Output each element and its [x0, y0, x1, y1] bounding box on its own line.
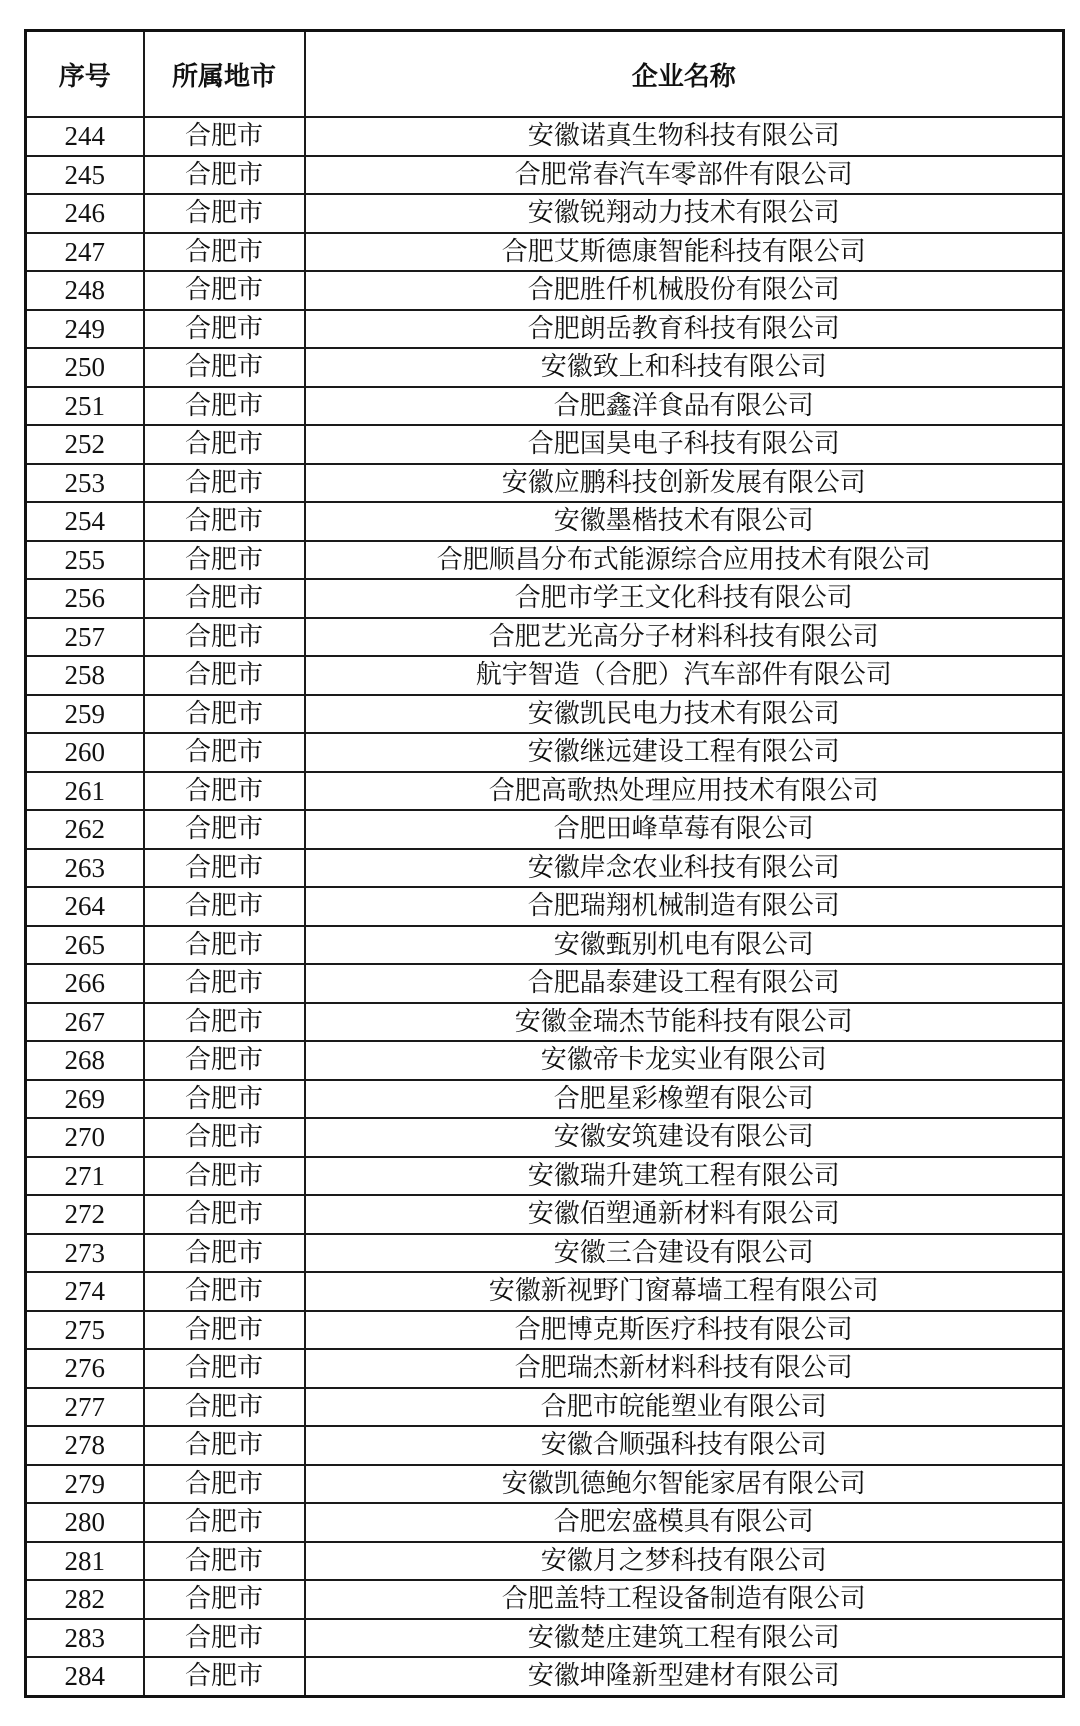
- table-row: [26, 849, 1064, 888]
- cell-seq: 257: [26, 618, 144, 657]
- table-row: [26, 1465, 1064, 1504]
- cell-city: 合肥市: [144, 1195, 305, 1234]
- table-row: [26, 964, 1064, 1003]
- cell-seq: 255: [26, 541, 144, 580]
- cell-company-name: 安徽甄别机电有限公司: [305, 926, 1064, 965]
- cell-company-name: 合肥星彩橡塑有限公司: [305, 1080, 1064, 1119]
- table-row: [26, 772, 1064, 811]
- cell-seq: 259: [26, 695, 144, 734]
- cell-company-name: 安徽墨楷技术有限公司: [305, 502, 1064, 541]
- table-row: [26, 233, 1064, 272]
- cell-seq: 283: [26, 1619, 144, 1658]
- table-row: [26, 156, 1064, 195]
- cell-city: 合肥市: [144, 233, 305, 272]
- cell-city: 合肥市: [144, 194, 305, 233]
- cell-company-name: 安徽安筑建设有限公司: [305, 1118, 1064, 1157]
- cell-city: 合肥市: [144, 1003, 305, 1042]
- cell-seq: 271: [26, 1157, 144, 1196]
- table-row: [26, 1003, 1064, 1042]
- cell-city: 合肥市: [144, 579, 305, 618]
- cell-seq: 256: [26, 579, 144, 618]
- cell-city: 合肥市: [144, 502, 305, 541]
- cell-company-name: 安徽坤隆新型建材有限公司: [305, 1657, 1064, 1696]
- table-row: [26, 464, 1064, 503]
- cell-company-name: 航宇智造（合肥）汽车部件有限公司: [305, 656, 1064, 695]
- table-header: [26, 31, 1064, 118]
- table-row: [26, 695, 1064, 734]
- table-row: [26, 887, 1064, 926]
- cell-seq: 265: [26, 926, 144, 965]
- cell-city: 合肥市: [144, 1349, 305, 1388]
- cell-seq: 267: [26, 1003, 144, 1042]
- table-row: [26, 810, 1064, 849]
- cell-company-name: 安徽锐翔动力技术有限公司: [305, 194, 1064, 233]
- cell-city: 合肥市: [144, 695, 305, 734]
- cell-company-name: 安徽瑞升建筑工程有限公司: [305, 1157, 1064, 1196]
- cell-seq: 268: [26, 1041, 144, 1080]
- table-body: [26, 117, 1064, 1696]
- cell-city: 合肥市: [144, 310, 305, 349]
- table-row: [26, 733, 1064, 772]
- table-row: [26, 1580, 1064, 1619]
- cell-seq: 274: [26, 1272, 144, 1311]
- cell-company-name: 安徽应鹏科技创新发展有限公司: [305, 464, 1064, 503]
- cell-seq: 277: [26, 1388, 144, 1427]
- table-row: [26, 1080, 1064, 1119]
- cell-seq: 248: [26, 271, 144, 310]
- table-row: [26, 194, 1064, 233]
- cell-seq: 263: [26, 849, 144, 888]
- table-row: [26, 425, 1064, 464]
- cell-company-name: 合肥艾斯德康智能科技有限公司: [305, 233, 1064, 272]
- cell-seq: 284: [26, 1657, 144, 1696]
- cell-seq: 250: [26, 348, 144, 387]
- cell-city: 合肥市: [144, 387, 305, 426]
- cell-seq: 276: [26, 1349, 144, 1388]
- cell-seq: 252: [26, 425, 144, 464]
- cell-company-name: 合肥宏盛模具有限公司: [305, 1503, 1064, 1542]
- cell-city: 合肥市: [144, 964, 305, 1003]
- cell-city: 合肥市: [144, 887, 305, 926]
- cell-company-name: 安徽凯德鲍尔智能家居有限公司: [305, 1465, 1064, 1504]
- cell-company-name: 合肥胜仟机械股份有限公司: [305, 271, 1064, 310]
- cell-city: 合肥市: [144, 1388, 305, 1427]
- cell-company-name: 合肥博克斯医疗科技有限公司: [305, 1311, 1064, 1350]
- table-row: [26, 656, 1064, 695]
- table-row: [26, 117, 1064, 156]
- cell-seq: 262: [26, 810, 144, 849]
- cell-seq: 272: [26, 1195, 144, 1234]
- cell-seq: 245: [26, 156, 144, 195]
- cell-city: 合肥市: [144, 271, 305, 310]
- table-row: [26, 1349, 1064, 1388]
- cell-seq: 269: [26, 1080, 144, 1119]
- cell-city: 合肥市: [144, 618, 305, 657]
- header-row: [26, 31, 1064, 118]
- cell-company-name: 安徽帝卡龙实业有限公司: [305, 1041, 1064, 1080]
- table-row: [26, 310, 1064, 349]
- table-row: [26, 1041, 1064, 1080]
- cell-company-name: 安徽继远建设工程有限公司: [305, 733, 1064, 772]
- cell-company-name: 合肥市学王文化科技有限公司: [305, 579, 1064, 618]
- cell-seq: 258: [26, 656, 144, 695]
- cell-city: 合肥市: [144, 348, 305, 387]
- cell-company-name: 合肥瑞杰新材料科技有限公司: [305, 1349, 1064, 1388]
- cell-company-name: 合肥盖特工程设备制造有限公司: [305, 1580, 1064, 1619]
- cell-company-name: 安徽金瑞杰节能科技有限公司: [305, 1003, 1064, 1042]
- cell-seq: 264: [26, 887, 144, 926]
- cell-seq: 281: [26, 1542, 144, 1581]
- cell-city: 合肥市: [144, 1080, 305, 1119]
- cell-seq: 244: [26, 117, 144, 156]
- cell-seq: 247: [26, 233, 144, 272]
- table-row: [26, 1118, 1064, 1157]
- cell-company-name: 安徽月之梦科技有限公司: [305, 1542, 1064, 1581]
- cell-city: 合肥市: [144, 1580, 305, 1619]
- table-row: [26, 1195, 1064, 1234]
- table-row: [26, 271, 1064, 310]
- table-row: [26, 1311, 1064, 1350]
- cell-city: 合肥市: [144, 425, 305, 464]
- table-row: [26, 1503, 1064, 1542]
- cell-city: 合肥市: [144, 733, 305, 772]
- cell-company-name: 安徽楚庄建筑工程有限公司: [305, 1619, 1064, 1658]
- table-row: [26, 579, 1064, 618]
- header-city: 所属地市: [144, 31, 305, 118]
- cell-seq: 251: [26, 387, 144, 426]
- cell-seq: 261: [26, 772, 144, 811]
- cell-city: 合肥市: [144, 772, 305, 811]
- cell-city: 合肥市: [144, 1272, 305, 1311]
- cell-company-name: 安徽凯民电力技术有限公司: [305, 695, 1064, 734]
- cell-company-name: 合肥朗岳教育科技有限公司: [305, 310, 1064, 349]
- cell-company-name: 合肥艺光高分子材料科技有限公司: [305, 618, 1064, 657]
- cell-seq: 280: [26, 1503, 144, 1542]
- table-row: [26, 1426, 1064, 1465]
- cell-company-name: 安徽合顺强科技有限公司: [305, 1426, 1064, 1465]
- cell-city: 合肥市: [144, 1311, 305, 1350]
- cell-city: 合肥市: [144, 1503, 305, 1542]
- cell-seq: 270: [26, 1118, 144, 1157]
- cell-city: 合肥市: [144, 1426, 305, 1465]
- table-row: [26, 1388, 1064, 1427]
- cell-city: 合肥市: [144, 117, 305, 156]
- cell-city: 合肥市: [144, 541, 305, 580]
- cell-city: 合肥市: [144, 1465, 305, 1504]
- enterprise-table: [24, 29, 1065, 1698]
- cell-seq: 282: [26, 1580, 144, 1619]
- table-row: [26, 502, 1064, 541]
- cell-seq: 266: [26, 964, 144, 1003]
- cell-company-name: 安徽岸念农业科技有限公司: [305, 849, 1064, 888]
- cell-company-name: 合肥鑫洋食品有限公司: [305, 387, 1064, 426]
- cell-company-name: 合肥顺昌分布式能源综合应用技术有限公司: [305, 541, 1064, 580]
- cell-company-name: 安徽三合建设有限公司: [305, 1234, 1064, 1273]
- cell-seq: 278: [26, 1426, 144, 1465]
- cell-company-name: 合肥高歌热处理应用技术有限公司: [305, 772, 1064, 811]
- table-row: [26, 1272, 1064, 1311]
- table-row: [26, 1157, 1064, 1196]
- cell-city: 合肥市: [144, 1657, 305, 1696]
- cell-seq: 253: [26, 464, 144, 503]
- cell-city: 合肥市: [144, 656, 305, 695]
- cell-city: 合肥市: [144, 926, 305, 965]
- cell-company-name: 安徽诺真生物科技有限公司: [305, 117, 1064, 156]
- cell-seq: 254: [26, 502, 144, 541]
- table-row: [26, 541, 1064, 580]
- cell-company-name: 安徽佰塑通新材料有限公司: [305, 1195, 1064, 1234]
- cell-company-name: 合肥瑞翔机械制造有限公司: [305, 887, 1064, 926]
- table-row: [26, 1542, 1064, 1581]
- cell-seq: 275: [26, 1311, 144, 1350]
- table-row: [26, 1657, 1064, 1696]
- cell-seq: 273: [26, 1234, 144, 1273]
- cell-city: 合肥市: [144, 1041, 305, 1080]
- cell-seq: 260: [26, 733, 144, 772]
- table-row: [26, 387, 1064, 426]
- cell-company-name: 合肥晶泰建设工程有限公司: [305, 964, 1064, 1003]
- cell-city: 合肥市: [144, 849, 305, 888]
- cell-seq: 249: [26, 310, 144, 349]
- cell-city: 合肥市: [144, 1234, 305, 1273]
- table-row: [26, 926, 1064, 965]
- table-row: [26, 348, 1064, 387]
- cell-company-name: 安徽致上和科技有限公司: [305, 348, 1064, 387]
- cell-city: 合肥市: [144, 1118, 305, 1157]
- cell-company-name: 合肥常春汽车零部件有限公司: [305, 156, 1064, 195]
- table-row: [26, 1234, 1064, 1273]
- cell-city: 合肥市: [144, 1542, 305, 1581]
- cell-company-name: 合肥国昊电子科技有限公司: [305, 425, 1064, 464]
- cell-seq: 246: [26, 194, 144, 233]
- header-seq: 序号: [26, 31, 144, 118]
- cell-company-name: 安徽新视野门窗幕墙工程有限公司: [305, 1272, 1064, 1311]
- cell-city: 合肥市: [144, 156, 305, 195]
- cell-city: 合肥市: [144, 1157, 305, 1196]
- cell-seq: 279: [26, 1465, 144, 1504]
- cell-company-name: 合肥田峰草莓有限公司: [305, 810, 1064, 849]
- cell-city: 合肥市: [144, 464, 305, 503]
- header-name: 企业名称: [305, 31, 1064, 118]
- cell-company-name: 合肥市皖能塑业有限公司: [305, 1388, 1064, 1427]
- table-row: [26, 1619, 1064, 1658]
- table-row: [26, 618, 1064, 657]
- cell-city: 合肥市: [144, 810, 305, 849]
- cell-city: 合肥市: [144, 1619, 305, 1658]
